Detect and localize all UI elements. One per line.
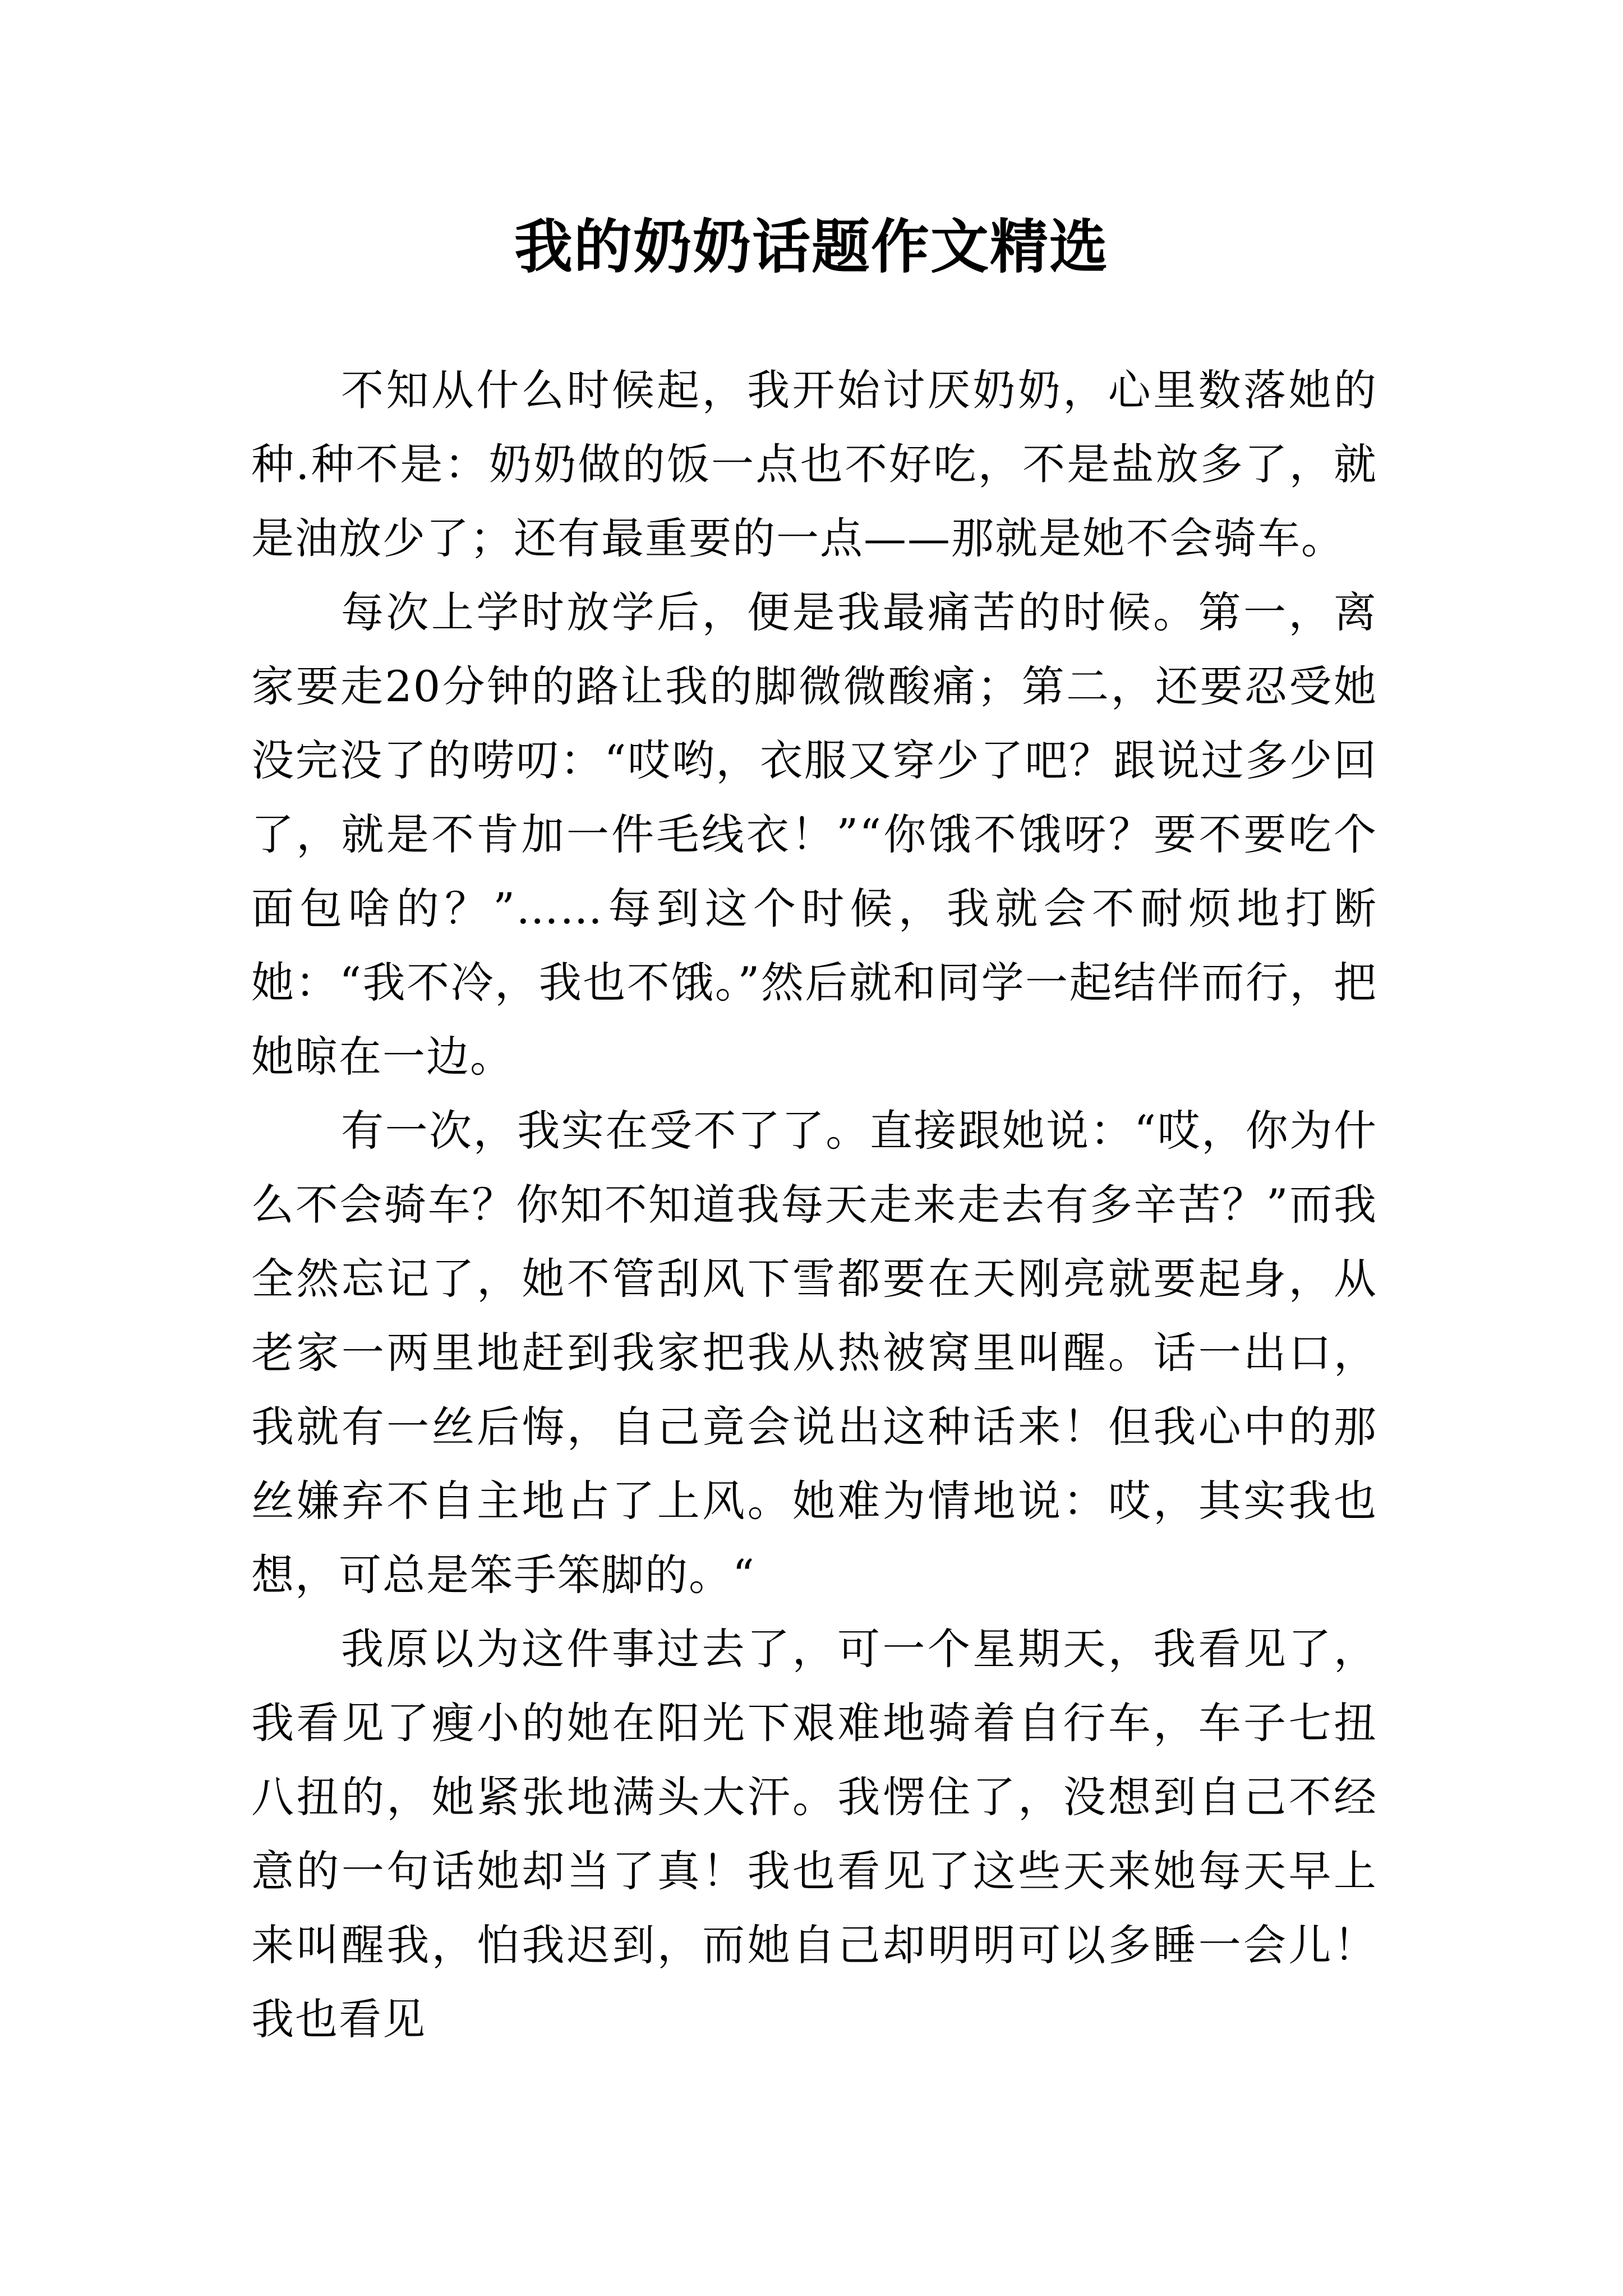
paragraph-1: 不知从什么时候起，我开始讨厌奶奶，心里数落她的种.种不是：奶奶做的饭一点也不好吃，不是盐放多了，就是油放少了；还有最重要的一点——那就是她不会骑车。 <box>251 365 1377 563</box>
document-body <box>251 353 1377 2056</box>
document-title: 我的奶奶话题作文精选 <box>514 212 1109 281</box>
paragraph-4: 我原以为这件事过去了，可一个星期天，我看见了，我看见了瘦小的她在阳光下艰难地骑着自行车，车子七扭八扭的，她紧张地满头大汗。我愣住了，没想到自己不经意的一句话她却当了真！我也看见了这些天来她每天早上来叫醒我，怕我迟到，而她自己却明明可以多睡一会儿！我也看见 <box>251 1624 1377 2044</box>
paragraph-2: 每次上学时放学后，便是我最痛苦的时候。第一，离家要走20分钟的路让我的脚微微酸痛；第二，还要忍受她没完没了的唠叨：“哎哟，衣服又穿少了吧？跟说过多少回了，就是不肯加一件毛线衣！”“你饿不饿呀？要不要吃个面包啥的？”……每到这个时候，我就会不耐烦地打断她：“我不冷，我也不饿。”然后就和同学一起结伴而行，把她晾在一边。 <box>251 587 1377 1082</box>
paragraph-3: 有一次，我实在受不了了。直接跟她说：“哎，你为什么不会骑车？你知不知道我每天走来走去有多辛苦？”而我全然忘记了，她不管刮风下雪都要在天刚亮就要起身，从老家一两里地赶到我家把我从热被窝里叫醒。话一出口，我就有一丝后悔，自己竟会说出这种话来！但我心中的那丝嫌弃不自主地占了上风。她难为情地说：哎，其实我也想，可总是笨手笨脚的。“ <box>251 1106 1377 1600</box>
